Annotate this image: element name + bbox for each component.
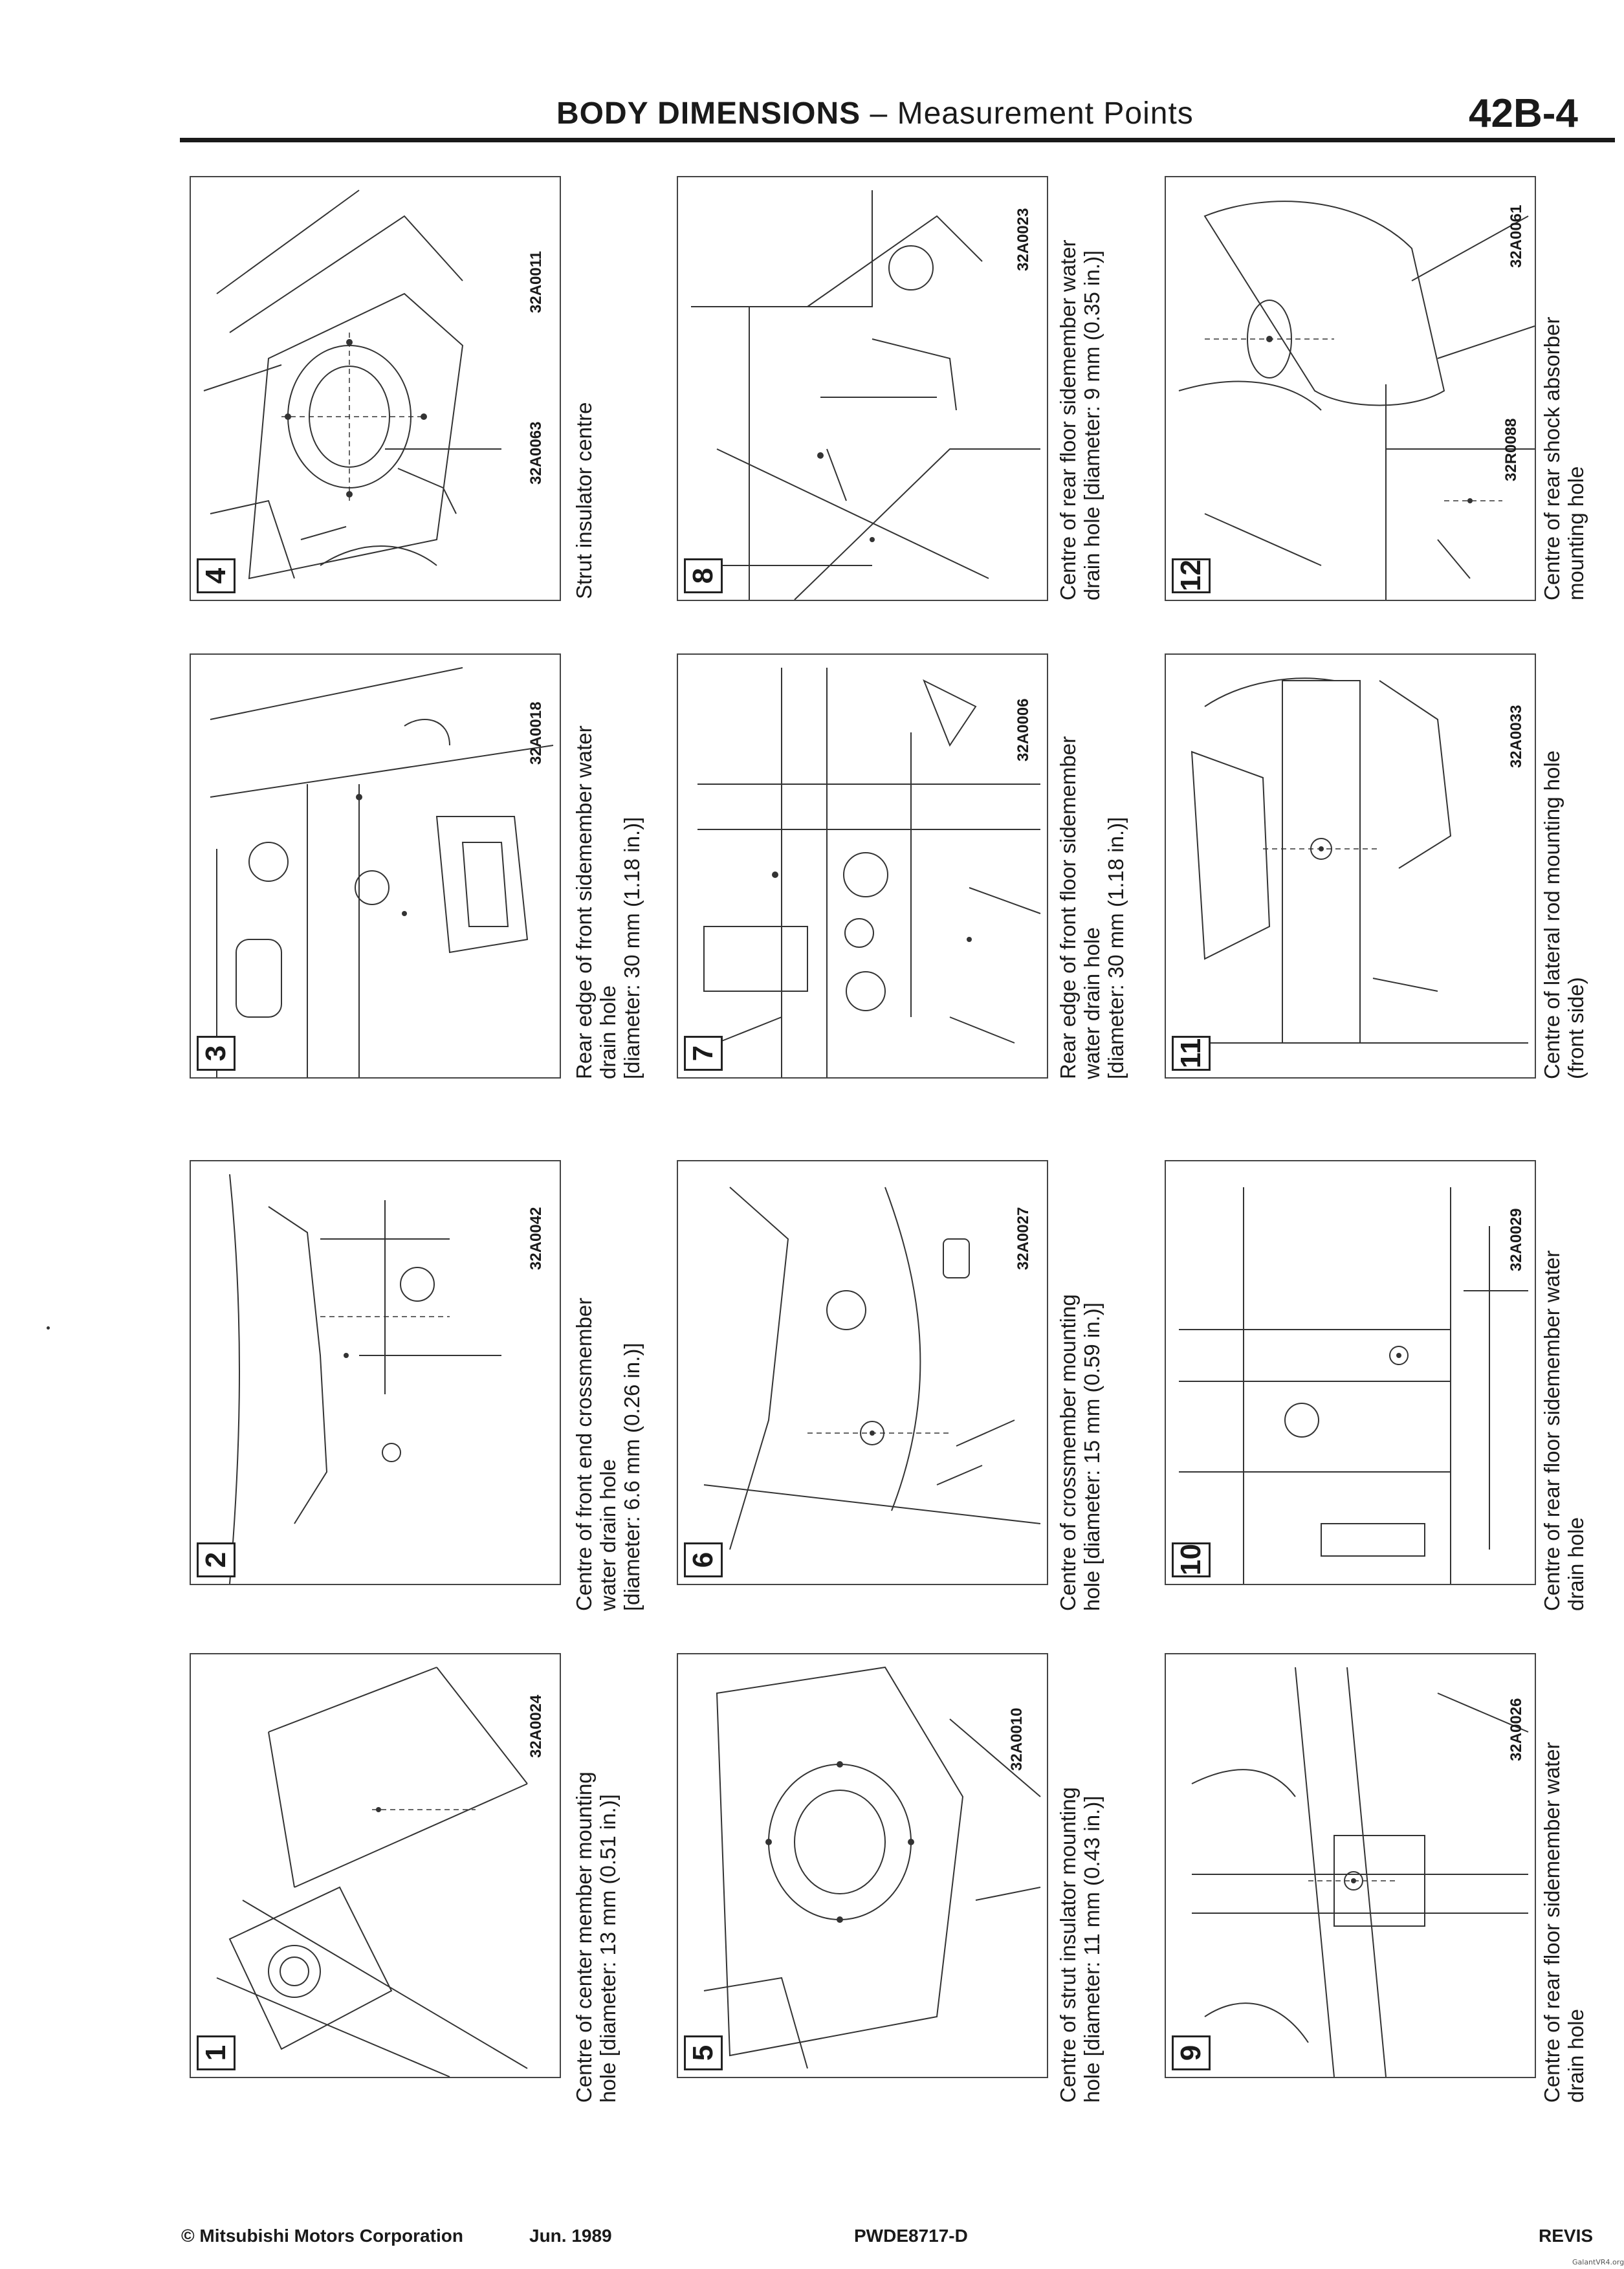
page-number: 42B-4 [1469, 91, 1578, 136]
caption-line: Centre of rear floor sidemember water [1056, 239, 1080, 600]
caption-line: drain hole [596, 985, 620, 1079]
figure-7-caption [1056, 736, 1128, 1079]
caption-line: Centre of rear floor sidemember water [1540, 1250, 1564, 1611]
caption-line: water drain hole [596, 1459, 620, 1611]
figure-2 [190, 1160, 561, 1585]
figure-code: 32A0033 [1508, 705, 1525, 768]
figure-6 [677, 1160, 1048, 1585]
figure-code: 32A0010 [1008, 1707, 1026, 1771]
figure-5-caption [1056, 1787, 1104, 2103]
figure-12-drawing [1166, 177, 1535, 600]
figure-code: 32A0023 [1015, 208, 1032, 271]
figure-7-drawing [678, 655, 1047, 1077]
footer-date: Jun. 1989 [529, 2226, 612, 2246]
caption-line: drain hole [1564, 1517, 1588, 1611]
caption-line: Strut insulator centre [572, 402, 596, 599]
caption-line: Centre of center member mounting [572, 1771, 596, 2103]
figure-12 [1165, 176, 1536, 601]
figure-code: 32A0061 [1508, 204, 1525, 268]
caption-line: Rear edge of front sidemember water [572, 725, 596, 1079]
figure-number: 7 [684, 1036, 723, 1071]
figure-code-secondary: 32A0063 [527, 421, 545, 485]
figure-3 [190, 653, 561, 1079]
figure-number: 8 [684, 558, 723, 593]
figure-4-drawing [191, 177, 560, 600]
caption-line: (front side) [1564, 977, 1588, 1079]
figure-11 [1165, 653, 1536, 1079]
footer-copyright: © Mitsubishi Motors Corporation [181, 2226, 463, 2246]
figure-number: 6 [684, 1542, 723, 1577]
figure-4-caption [572, 402, 596, 599]
figure-8-drawing [678, 177, 1047, 600]
figure-number: 10 [1172, 1542, 1211, 1577]
figure-code: 32A0042 [527, 1207, 545, 1270]
caption-line: Centre of strut insulator mounting [1056, 1787, 1080, 2103]
figure-1-drawing [191, 1654, 560, 2077]
figure-code: 32A0026 [1508, 1698, 1525, 1761]
caption-line: Centre of rear shock absorber [1540, 316, 1564, 600]
caption-line: [diameter: 30 mm (1.18 in.)] [620, 817, 644, 1079]
figure-number: 1 [197, 2035, 236, 2070]
figure-code: 32A0011 [527, 250, 545, 313]
figure-code: 32A0024 [527, 1694, 545, 1758]
section-subtitle: Measurement Points [897, 96, 1194, 131]
caption-line: drain hole [diameter: 9 mm (0.35 in.)] [1080, 250, 1104, 600]
figure-number: 12 [1172, 558, 1211, 593]
caption-line: Centre of front end crossmember [572, 1297, 596, 1611]
figure-code: 32A0027 [1015, 1207, 1032, 1270]
figure-12-caption [1540, 317, 1588, 600]
figure-9-caption [1540, 1742, 1588, 2103]
figure-number: 11 [1172, 1036, 1211, 1071]
section-title: BODY DIMENSIONS [556, 96, 861, 131]
header-separator: – [870, 96, 888, 131]
figure-9 [1165, 1653, 1536, 2078]
figure-9-drawing [1166, 1654, 1535, 2077]
figure-5 [677, 1653, 1048, 2078]
figure-1 [190, 1653, 561, 2078]
caption-line: [diameter: 6.6 mm (0.26 in.)] [620, 1343, 644, 1611]
caption-line: Centre of crossmember mounting [1056, 1294, 1080, 1611]
page-header [556, 96, 1194, 131]
figure-code: 32A0006 [1015, 698, 1032, 762]
figure-code-secondary: 32R0088 [1502, 418, 1520, 481]
figure-5-drawing [678, 1654, 1047, 2077]
figure-code: 32A0029 [1508, 1208, 1525, 1271]
figure-4 [190, 176, 561, 601]
watermark: GalantVR4.org [1572, 2258, 1624, 2266]
figure-10-caption [1540, 1250, 1588, 1611]
figure-number: 4 [197, 558, 236, 593]
figure-7 [677, 653, 1048, 1079]
figure-3-caption [572, 725, 644, 1079]
caption-line: water drain hole [1080, 927, 1104, 1079]
figure-number: 9 [1172, 2035, 1211, 2070]
figure-6-drawing [678, 1161, 1047, 1584]
figure-2-caption [572, 1298, 644, 1611]
figure-10-drawing [1166, 1161, 1535, 1584]
figure-1-caption [572, 1771, 620, 2103]
figure-8 [677, 176, 1048, 601]
caption-line: hole [diameter: 11 mm (0.43 in.)] [1080, 1795, 1104, 2103]
header-rule [180, 138, 1615, 142]
figure-3-drawing [191, 655, 560, 1077]
caption-line: Centre of rear floor sidemember water [1540, 1742, 1564, 2103]
figure-2-drawing [191, 1161, 560, 1584]
figure-6-caption [1056, 1294, 1104, 1611]
caption-line: drain hole [1564, 2009, 1588, 2103]
figure-8-caption [1056, 239, 1104, 600]
figure-number: 2 [197, 1542, 236, 1577]
caption-line: Centre of lateral rod mounting hole [1540, 750, 1564, 1079]
caption-line: mounting hole [1564, 466, 1588, 600]
figure-code: 32A0018 [527, 701, 545, 765]
figure-11-drawing [1166, 655, 1535, 1077]
footer-revision: REVIS [1539, 2226, 1594, 2246]
caption-line: hole [diameter: 13 mm (0.51 in.)] [596, 1794, 620, 2103]
figure-number: 5 [684, 2035, 723, 2070]
caption-line: [diameter: 30 mm (1.18 in.)] [1104, 817, 1128, 1079]
figure-10 [1165, 1160, 1536, 1585]
caption-line: Rear edge of front floor sidemember [1056, 736, 1080, 1079]
figure-11-caption [1540, 751, 1588, 1079]
footer-doc-id: PWDE8717-D [854, 2226, 968, 2246]
scan-speck [47, 1326, 50, 1330]
figure-number: 3 [197, 1036, 236, 1071]
caption-line: hole [diameter: 15 mm (0.59 in.)] [1080, 1302, 1104, 1611]
